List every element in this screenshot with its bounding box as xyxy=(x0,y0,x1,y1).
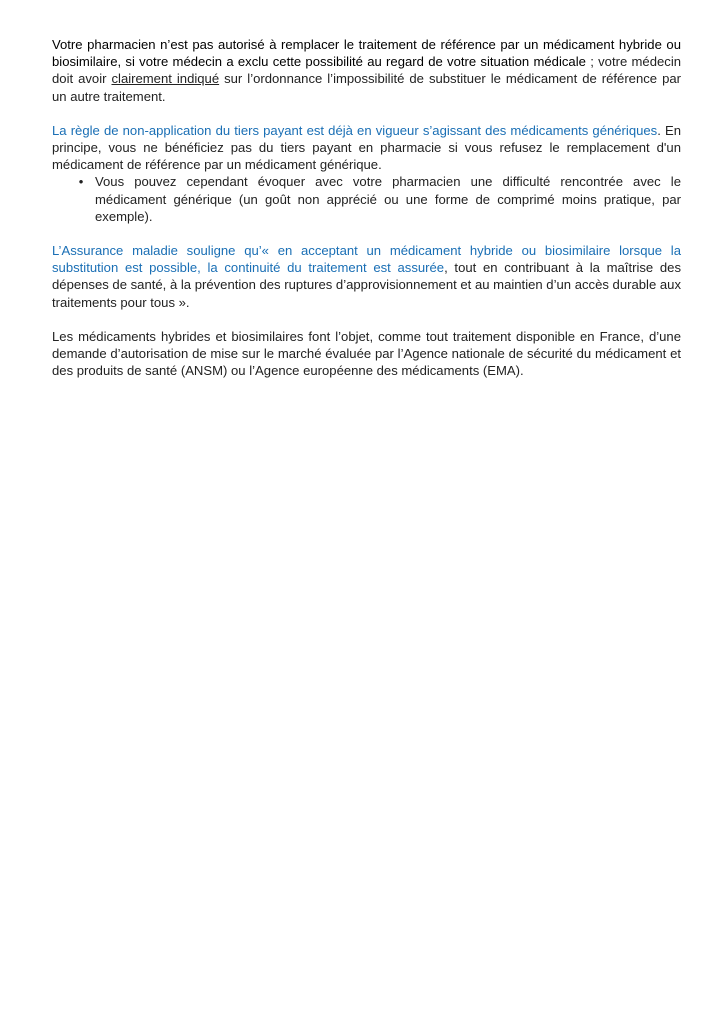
paragraph-authorisation xyxy=(52,328,681,380)
list-item xyxy=(78,173,681,225)
highlighted-statement: La règle de non-application du tiers payant est déjà en vigueur s’agissant des médicaments génériques xyxy=(52,122,658,138)
underlined-text: clairement indiqué xyxy=(111,71,220,87)
paragraph-text: . En principe, vous ne bénéficiez pas du tiers payant en pharmacie si vous refusez le remplacement d'un médicament de référence par un médicament générique. xyxy=(52,122,682,173)
paragraph-text: , tout en contribuant à la maîtrise des dépenses de santé, à la prévention des ruptures d’approvisionnement et au maintien d’un accès durable aux traitements pour tous ». xyxy=(52,260,681,310)
list-item-text: Vous pouvez cependant évoquer avec votre pharmacien une difficulté rencontrée avec le médicament générique (un goût non apprécié ou une forme de comprimé moins pratique, par exemple). xyxy=(95,174,681,224)
paragraph-text: sur l’ordonnance l’impossibilité de substituer le médicament de référence par un autre traitement. xyxy=(52,71,681,104)
paragraph-assurance-maladie xyxy=(52,242,681,311)
paragraph-tiers-payant xyxy=(52,122,681,174)
emphasized-statement: Votre pharmacien n’est pas autorisé à remplacer le traitement de référence par un médicament hybride ou biosimilaire, si votre médecin a exclu cette possibilité au regard de votre situation médicale xyxy=(52,37,681,70)
paragraph-substitution-rule xyxy=(52,36,681,105)
paragraph-text: Les médicaments hybrides et biosimilaires font l’objet, comme tout traitement disponible en France, d’une demande d’autorisation de mise sur le marché évaluée par l’Agence nationale de sécurité du médicament et des produits de santé (ANSM) ou l’Agence européenne des médicaments (EMA). xyxy=(52,328,681,379)
paragraph-text: ; votre médecin doit avoir xyxy=(52,54,682,87)
highlighted-quote: L’Assurance maladie souligne qu’« en acceptant un médicament hybride ou biosimilaire lorsque la substitution est possible, la continuité du traitement est assurée xyxy=(52,243,681,276)
bullet-marker: • xyxy=(78,174,84,190)
bullet-list xyxy=(52,173,681,225)
